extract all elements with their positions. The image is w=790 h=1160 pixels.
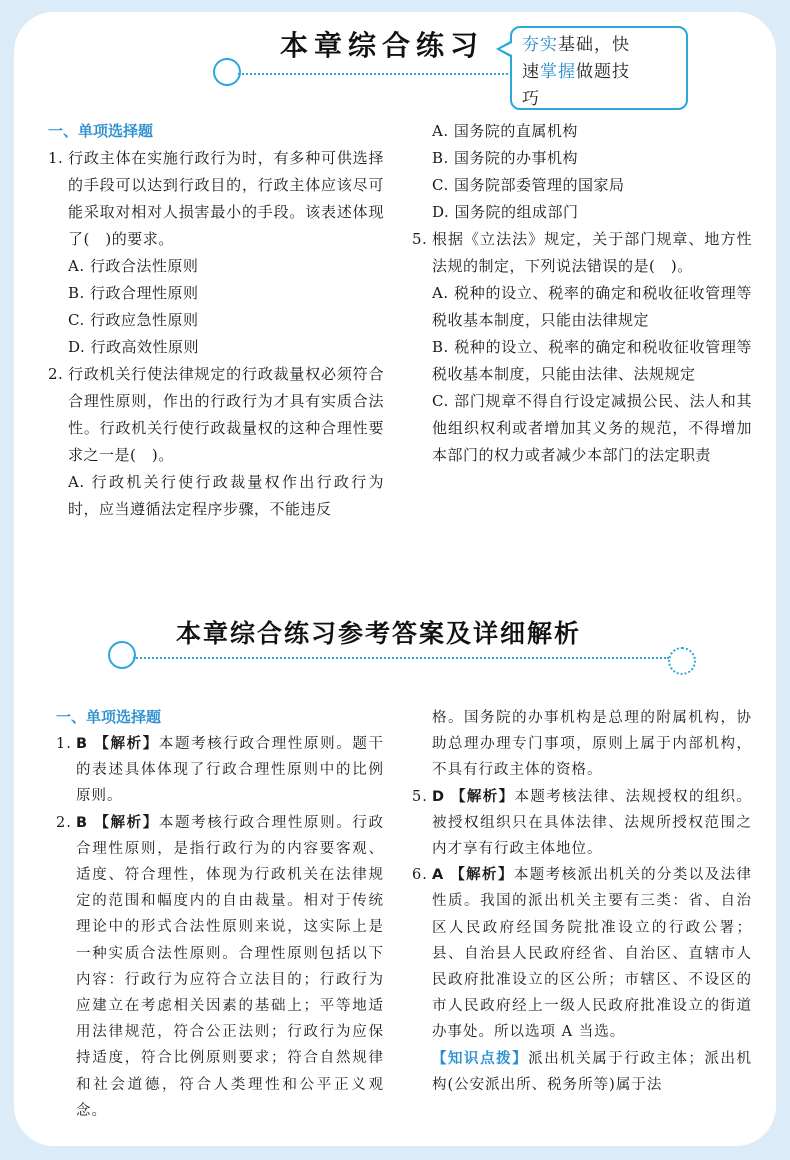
question-1 — [48, 145, 384, 253]
question-stem: 根据《立法法》规定，关于部门规章、地方性法规的制定，下列说法错误的是( )。 — [432, 230, 752, 275]
callout-highlight-2: 掌握 — [540, 62, 576, 82]
question-2 — [48, 361, 384, 469]
answer-letter: D — [432, 788, 446, 805]
answer-number: 5. — [412, 788, 428, 805]
answers-dotted-line — [133, 657, 669, 659]
knowledge-tip-label: 【知识点拨】 — [432, 1050, 529, 1067]
answers-circle-left — [108, 641, 136, 669]
practice-right-column — [412, 118, 752, 469]
option: C. 国务院部委管理的国家局 — [432, 176, 625, 194]
option: C. 行政应急性原则 — [68, 311, 199, 329]
answer-text: 本题考核派出机关的分类以及法律性质。我国的派出机关主要有三类：省、自治区人民政府经国务院批准设立的行政公署；县、自治县人民政府经省、自治区、直辖市人民政府批准设立的区公所；市辖区、不设区的市人民政府经上一级人民政府批准设立的街道办事处。所以选项 A 当选。 — [432, 867, 753, 1041]
callout-highlight-1: 夯实 — [522, 35, 558, 55]
practice-left-column — [48, 145, 384, 523]
option: A. 税种的设立、税率的确定和税收征收管理等税收基本制度，只能由法律规定 — [432, 284, 752, 329]
answer-letter: B — [76, 736, 89, 752]
analysis-label: 【解析】 — [451, 788, 515, 805]
callout-text-3: 巧 — [522, 89, 540, 109]
knowledge-tip-text: 派出机关属于行政主体；派出机构(公安派出所、税务所等)属于法 — [432, 1050, 753, 1093]
answer-text: 本题考核行政合理性原则。行政合理性原则，是指行政行为的内容要客观、适度、符合理性，体现为行政机关在法律规定的范围和幅度内的自由裁量。相对于传统理论中的形式合法性原则来说，这实际上是一种实质合法性原则。合理性原则包括以下内容：行政行为应符合立法目的；行政行为应建立在考虑相关因素的基础上；平等地适用法律规范，符合公正法则；行政行为应保持适度，符合比例原则要求；符合自然规律和社会道德，符合人类理性和公平正义观念。 — [76, 814, 385, 1119]
callout-tail-inner — [500, 43, 512, 55]
question-stem: 行政机关行使法律规定的行政裁量权必须符合合理性原则，作出的行政行为才具有实质合法性。行政机关行使行政裁量权的这种合理性要求之一是( )。 — [68, 365, 384, 464]
option: A. 国务院的直属机构 — [432, 122, 578, 140]
header-circle-left — [213, 58, 241, 86]
callout-text-1: 基础，快 — [558, 35, 630, 55]
answer-1 — [56, 731, 384, 810]
question-5 — [412, 226, 752, 280]
answer-text: 本题考核行政合理性原则。题干的表述具体体现了行政合理性原则中的比例原则。 — [76, 736, 385, 805]
answer-letter: B — [76, 814, 89, 831]
answer-5 — [412, 784, 752, 863]
practice-title: 本章综合练习 — [280, 29, 485, 62]
answer-text: 本题考核法律、法规授权的组织。被授权组织只在具体法律、法规所授权范围之内才享有行政主体地位。 — [432, 788, 753, 858]
answer-number: 6. — [412, 867, 428, 884]
answer-2 — [56, 810, 384, 1124]
answer-number: 1. — [56, 736, 72, 752]
question-number: 2. — [48, 365, 64, 383]
answers-right-column — [412, 705, 752, 1098]
option: C. 部门规章不得自行设定减损公民、法人和其他组织权利或者增加其义务的规范，不得增加本部门的权力或者减少本部门的法定职责 — [432, 392, 752, 464]
answer-4-continued: 格。国务院的办事机构是总理的附属机构，协助总理办理专门事项，原则上属于内部机构，不具有行政主体的资格。 — [432, 710, 752, 779]
callout-text-2b: 做题技 — [576, 62, 630, 82]
analysis-label: 【解析】 — [94, 736, 159, 752]
question-number: 5. — [412, 230, 428, 248]
answers-title: 本章综合练习参考答案及详细解析 — [176, 619, 582, 648]
option: A. 行政机关行使行政裁量权作出行政行为时，应当遵循法定程序步骤，不能违反 — [68, 473, 384, 518]
callout-box — [510, 26, 688, 110]
option: B. 行政合理性原则 — [68, 284, 199, 302]
answer-number: 2. — [56, 814, 72, 831]
header-dotted-line — [238, 73, 512, 75]
answers-circle-right — [668, 647, 696, 675]
question-number: 1. — [48, 149, 64, 167]
option: B. 税种的设立、税率的确定和税收征收管理等税收基本制度，只能由法律、法规规定 — [432, 338, 752, 383]
option: A. 行政合法性原则 — [68, 257, 199, 275]
analysis-label: 【解析】 — [450, 867, 514, 884]
practice-section-heading: 一、单项选择题 — [48, 122, 154, 140]
option: B. 国务院的办事机构 — [432, 149, 579, 167]
option: D. 行政高效性原则 — [68, 338, 200, 356]
option: D. 国务院的组成部门 — [432, 203, 579, 221]
answer-letter: A — [432, 867, 445, 884]
answer-6 — [412, 862, 752, 1045]
answers-left-column — [56, 731, 384, 1124]
question-stem: 行政主体在实施行政行为时，有多种可供选择的手段可以达到行政目的，行政主体应该尽可能采取对相对人损害最小的手段。该表述体现了( )的要求。 — [68, 149, 384, 248]
analysis-label: 【解析】 — [94, 814, 159, 831]
knowledge-tip — [412, 1046, 752, 1098]
callout-text-2a: 速 — [522, 62, 540, 82]
answers-section-heading: 一、单项选择题 — [56, 708, 162, 726]
